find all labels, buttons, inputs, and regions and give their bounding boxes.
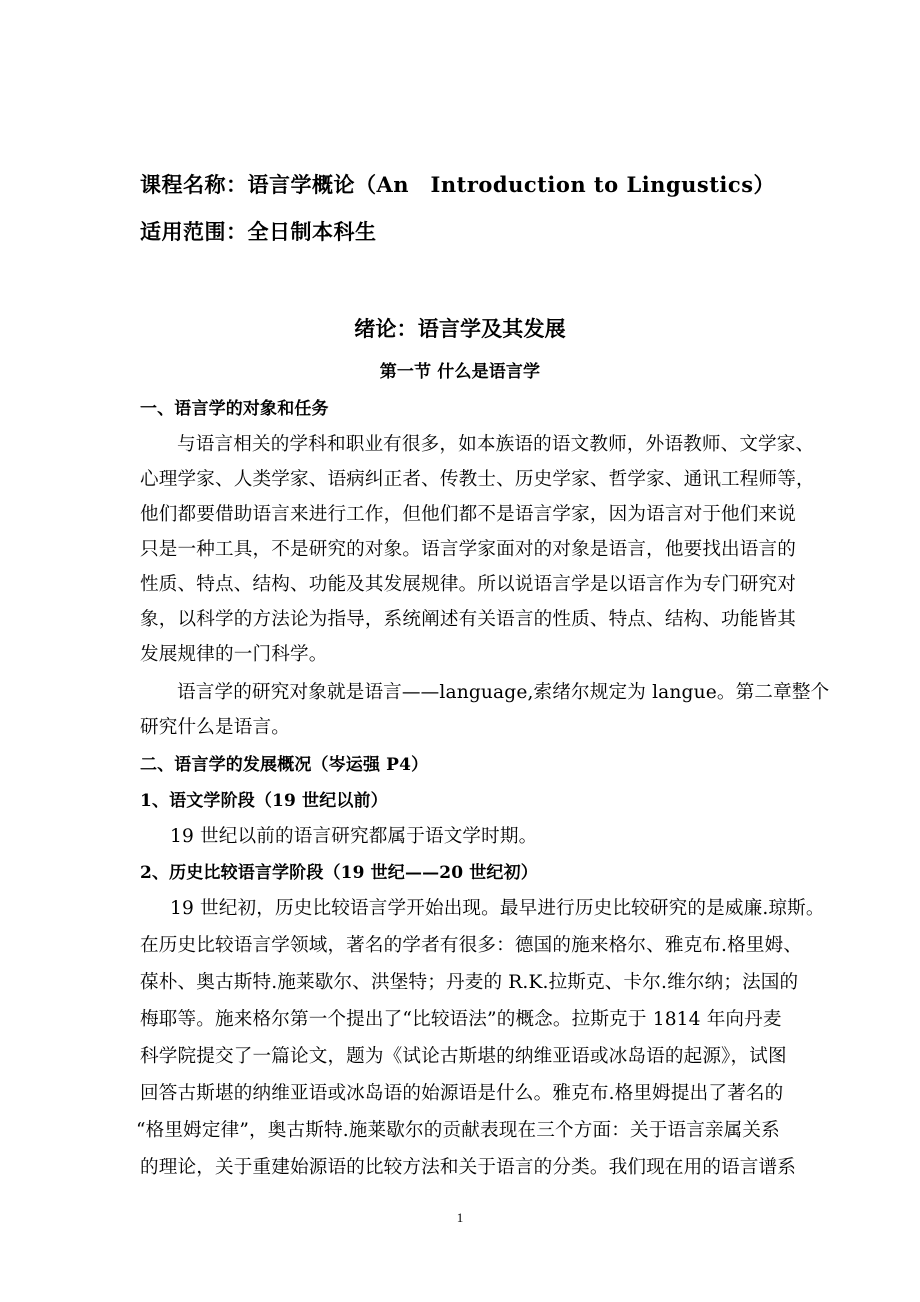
section-title: 第一节 什么是语言学 [379,362,541,382]
paragraph-line: 心理学家、人类学家、语病纠正者、传教士、历史学家、哲学家、通讯工程师等， [140,469,815,490]
course-name: 课程名称：语言学概论（An Introduction to Lingustics） [140,172,776,197]
paragraph-line: 葆朴、奥古斯特.施莱歇尔、洪堡特；丹麦的 R.K.拉斯克、卡尔.维尔纳；法国的 [140,972,799,993]
subsection-heading-philology: 1、语文学阶段（19 世纪以前） [140,791,388,811]
paragraph-line: 研究什么是语言。 [140,717,290,738]
paragraph-line: 象，以科学的方法论为指导，系统阐述有关语言的性质、特点、结构、功能皆其 [140,609,797,630]
chapter-title: 绪论：语言学及其发展 [354,316,566,341]
course-scope: 适用范围：全日制本科生 [140,219,377,244]
page-number: 1 [456,1210,464,1225]
paragraph-line: 19 世纪以前的语言研究都属于语文学时期。 [170,826,538,847]
paragraph-line: “格里姆定律”，奥古斯特.施莱歇尔的贡献表现在三个方面：关于语言亲属关系 [136,1120,780,1141]
paragraph-line: 19 世纪初，历史比较语言学开始出现。最早进行历史比较研究的是威廉.琼斯。 [170,898,825,919]
paragraph-line: 性质、特点、结构、功能及其发展规律。所以说语言学是以语言作为专门研究对 [140,574,797,595]
paragraph-line: 发展规律的一门科学。 [140,644,328,665]
paragraph-line: 在历史比较语言学领域，著名的学者有很多：德国的施来格尔、雅克布.格里姆、 [140,935,803,956]
paragraph-line: 回答古斯堪的纳维亚语或冰岛语的始源语是什么。雅克布.格里姆提出了著名的 [140,1083,784,1104]
paragraph-line: 科学院提交了一篇论文，题为《试论古斯堪的纳维亚语或冰岛语的起源》，试图 [140,1046,787,1067]
section-heading-object-task: 一、语言学的对象和任务 [140,399,329,419]
subsection-heading-historical-comparative: 2、历史比较语言学阶段（19 世纪——20 世纪初） [140,863,538,883]
paragraph-line: 的理论，关于重建始源语的比较方法和关于语言的分类。我们现在用的语言谱系 [140,1157,797,1178]
paragraph-line: 他们都要借助语言来进行工作，但他们都不是语言学家，因为语言对于他们来说 [140,504,797,525]
paragraph-line: 语言学的研究对象就是语言——language,索绪尔规定为 langue。第二章整个 [177,682,830,703]
paragraph-line: 梅耶等。施来格尔第一个提出了“比较语法”的概念。拉斯克于 1814 年向丹麦 [140,1009,782,1030]
section-heading-development: 二、语言学的发展概况（岑运强 P4） [140,755,429,775]
paragraph-line: 与语言相关的学科和职业有很多，如本族语的语文教师，外语教师、文学家、 [177,434,815,455]
paragraph-line: 只是一种工具，不是研究的对象。语言学家面对的对象是语言，他要找出语言的 [140,539,797,560]
